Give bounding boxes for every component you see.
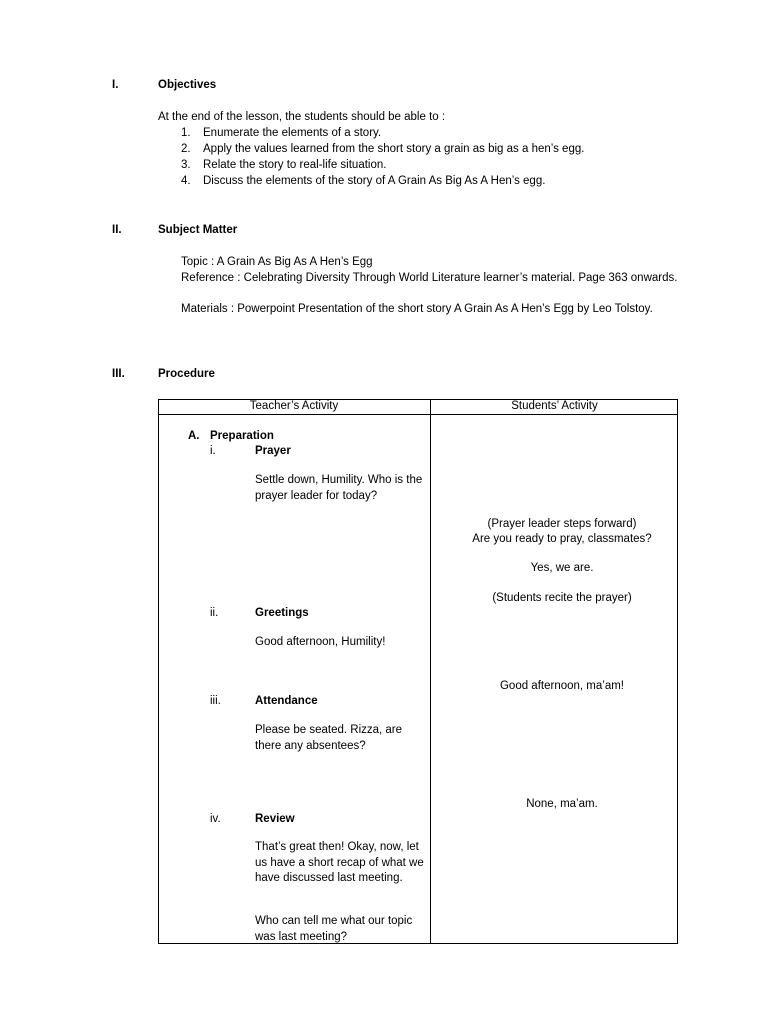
- teacher-line: That’s great then! Okay, now, let us have a short recap of what we have discussed last meeting.: [255, 841, 424, 884]
- header-teachers-activity: Teacher’s Activity: [249, 400, 339, 412]
- section-number-objectives: I.: [112, 79, 119, 91]
- student-line: None, ma’am.: [526, 798, 598, 810]
- substep-number: iv.: [210, 813, 221, 825]
- objective-text: Apply the values learned from the short story a grain as big as a hen’s egg.: [203, 143, 585, 155]
- objective-number: 1.: [181, 127, 191, 139]
- section-number-subject-matter: II.: [112, 224, 122, 236]
- substep-number: ii.: [210, 607, 219, 619]
- teacher-line: Good afternoon, Humility!: [255, 636, 386, 648]
- substep-number: iii.: [210, 695, 221, 707]
- substep-title: Review: [255, 813, 295, 825]
- header-students-activity: Students’ Activity: [511, 400, 598, 412]
- teacher-line: Who can tell me what our topic was last meeting?: [255, 915, 413, 943]
- section-title-procedure: Procedure: [158, 368, 215, 380]
- objective-text: Enumerate the elements of a story.: [203, 127, 382, 139]
- student-line: Yes, we are.: [530, 562, 594, 574]
- objective-number: 4.: [181, 175, 191, 187]
- teacher-line: Please be seated. Rizza, are there any absentees?: [255, 724, 403, 752]
- teacher-line: Settle down, Humility. Who is the prayer leader for today?: [255, 474, 423, 502]
- student-line: Good afternoon, ma’am!: [499, 680, 624, 692]
- subject-topic: Topic : A Grain As Big As A Hen’s Egg: [181, 256, 373, 268]
- table-column-divider: [430, 399, 431, 944]
- section-number-procedure: III.: [112, 368, 125, 380]
- student-line: (Students recite the prayer): [492, 592, 632, 604]
- table-header-divider: [158, 414, 678, 415]
- section-title-objectives: Objectives: [158, 79, 217, 91]
- substep-number: i.: [210, 445, 216, 457]
- objective-text: Relate the story to real-life situation.: [203, 159, 387, 171]
- objective-number: 3.: [181, 159, 191, 171]
- objective-text: Discuss the elements of the story of A Grain As Big As A Hen’s egg.: [203, 175, 546, 187]
- subject-reference: Reference : Celebrating Diversity Through World Literature learner’s material. Page 363 onwards.: [181, 272, 678, 284]
- substep-title: Attendance: [255, 695, 318, 707]
- step-title: Preparation: [210, 430, 274, 442]
- student-line: (Prayer leader steps forward): [487, 518, 637, 530]
- objectives-intro: At the end of the lesson, the students should be able to :: [158, 111, 446, 123]
- subject-materials: Materials : Powerpoint Presentation of the short story A Grain As A Hen’s Egg by Leo Tolstoy.: [181, 303, 653, 315]
- substep-title: Greetings: [255, 607, 309, 619]
- substep-title: Prayer: [255, 445, 291, 457]
- student-line: Are you ready to pray, classmates?: [472, 533, 652, 545]
- objective-number: 2.: [181, 143, 191, 155]
- step-label: A.: [188, 430, 200, 442]
- section-title-subject-matter: Subject Matter: [158, 224, 238, 236]
